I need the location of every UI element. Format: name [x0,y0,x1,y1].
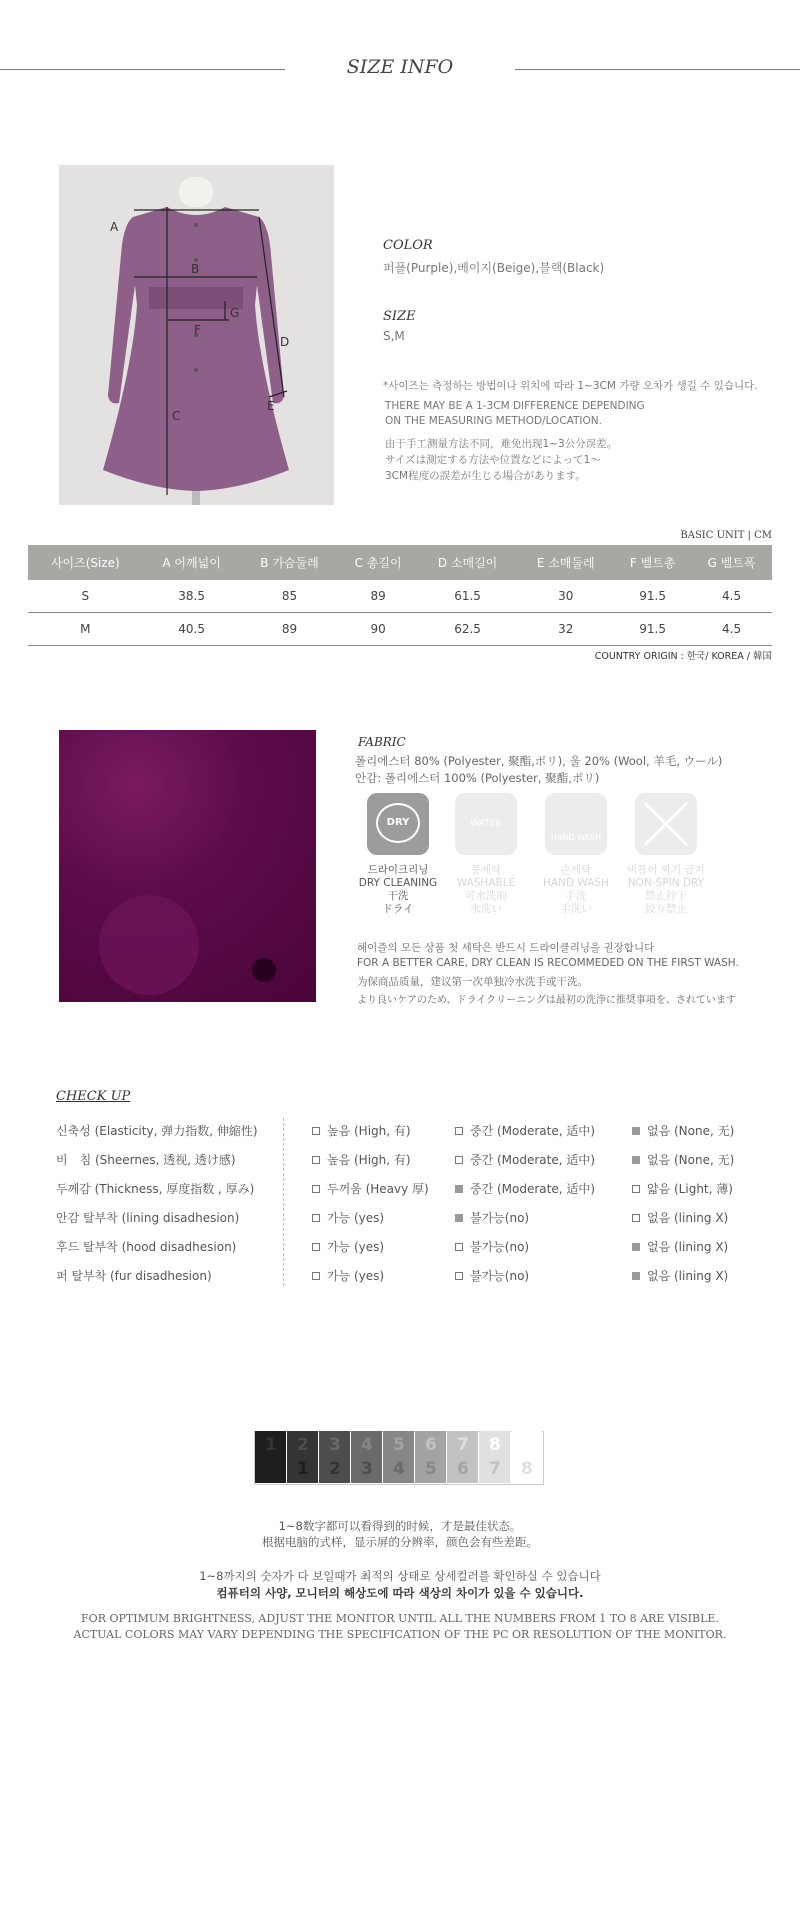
checkup-row-label: 퍼 탈부착 (fur disadhesion) [56,1269,212,1283]
checkup-option-label: 중간 (Moderate, 适中) [470,1153,596,1167]
gray-scale-swatch [287,1431,318,1483]
checkup-option [455,1151,595,1168]
care-label: WASHABLE [456,877,516,889]
size-heading: SIZE [383,309,416,324]
fabric-line-1: 폴리에스터 80% (Polyester, 聚酯,ポリ), 울 20% (Wool, 羊毛, ウール) [355,754,723,768]
dry-clean-icon-label: DRY [386,817,410,828]
color-heading: COLOR [383,238,433,253]
unchecked-box-icon [312,1185,320,1193]
table-cell: 32 [517,613,614,646]
measure-label-g: G [230,306,240,320]
gray-scale-number: 7 [489,1459,501,1479]
gray-scale-number: 5 [425,1459,437,1479]
unchecked-box-icon [312,1127,320,1135]
care-label: 水洗い [470,903,502,915]
care-label: 手洗 [565,890,587,902]
monitor-note-ko-1: 1~8까지의 숫자가 다 보일때가 최적의 상태로 상세컬러를 확인하실 수 있습니다 [199,1569,601,1583]
checkup-option-label: 중간 (Moderate, 适中) [470,1182,596,1196]
care-label: 비틀어 짜기 금지 [627,864,705,876]
size-table [28,545,772,646]
care-text-nospin [611,864,721,916]
table-cell: 4.5 [691,580,772,613]
gray-scale-swatch [479,1431,510,1483]
wash-note-en: FOR A BETTER CARE, DRY CLEAN IS RECOMMEDED ON THE FIRST WASH. [357,957,739,969]
unchecked-box-icon [312,1214,320,1222]
care-label: ドライ [382,903,414,915]
checkup-option [312,1122,411,1139]
checkup-option [455,1209,529,1226]
hand-wash-icon-label: HAND WASH [550,833,602,842]
product-photo [59,165,334,505]
gray-scale-number: 3 [361,1459,373,1479]
unit-label: BASIC UNIT | CM [680,530,772,541]
gray-scale-swatch [511,1431,542,1483]
checkup-option [632,1151,734,1168]
checkup-option-label: 가능 (yes) [327,1211,385,1225]
checkup-option-label: 높음 (High, 有) [327,1124,411,1138]
table-row [28,580,772,613]
table-header-row [28,545,772,580]
country-origin: COUNTRY ORIGIN : 한국/ KOREA / 韓国 [594,651,772,662]
hand-wash-icon [545,793,607,855]
table-header: E 소매둘레 [517,545,614,580]
gray-scale-number: 8 [489,1435,501,1455]
checkup-row-label: 신축성 (Elasticity, 弹力指数, 伸縮性) [56,1124,258,1138]
no-spin-icon [635,793,697,855]
unchecked-box-icon [312,1156,320,1164]
checkup-option-label: 불가능(no) [470,1211,530,1225]
table-cell: 89 [338,580,417,613]
gray-scale-swatch [351,1431,382,1483]
checkup-option-label: 없음 (lining X) [647,1269,729,1283]
checked-box-icon [632,1156,640,1164]
table-cell: 85 [241,580,339,613]
checkup-option [312,1209,384,1226]
table-cell: 89 [241,613,339,646]
page-title: SIZE INFO [346,56,454,78]
gray-scale-swatch [319,1431,350,1483]
gray-scale-number: 1 [297,1459,309,1479]
checkup-option-label: 가능 (yes) [327,1240,385,1254]
checkup-divider [283,1118,284,1286]
checkup-option [312,1151,411,1168]
gray-scale-number: 4 [393,1459,405,1479]
monitor-note-ko-2: 컴퓨터의 사양, 모니터의 해상도에 따라 색상의 차이가 있을 수 있습니다. [216,1586,584,1600]
checkup-row-label: 후드 탈부착 (hood disadhesion) [56,1240,237,1254]
checked-box-icon [455,1185,463,1193]
checkup-option-label: 가능 (yes) [327,1269,385,1283]
measure-label-e: E [267,399,275,413]
monitor-note-zh-1: 1~8数字都可以看得到的时候，才是最佳状态。 [278,1519,522,1533]
checkup-option [632,1122,734,1139]
size-value: S,M [383,329,405,343]
gray-scale-number: 3 [329,1435,341,1455]
checked-box-icon [632,1127,640,1135]
table-header: 사이즈(Size) [28,545,143,580]
checkup-option-label: 없음 (None, 无) [647,1124,735,1138]
table-cell: 90 [338,613,417,646]
checkup-option [455,1267,529,1284]
care-label: 물세탁 [470,864,502,876]
table-cell: 40.5 [143,613,241,646]
measure-label-b: B [191,262,200,276]
measure-label-a: A [110,220,119,234]
unchecked-box-icon [455,1243,463,1251]
unchecked-box-icon [312,1243,320,1251]
dry-clean-icon [367,793,429,855]
checkup-option [312,1267,384,1284]
gray-scale-swatch [447,1431,478,1483]
wash-note-ja: より良いケアのため、ドライクリーニングは最初の洗浄に推奨事項を、されています [357,995,736,1006]
checkup-option-label: 얇음 (Light, 薄) [647,1182,733,1196]
fabric-line-2: 안감: 폴리에스터 100% (Polyester, 聚酯,ポリ) [355,771,600,785]
table-header: D 소매길이 [418,545,518,580]
unchecked-box-icon [455,1156,463,1164]
table-header: G 벨트폭 [691,545,772,580]
table-cell: 4.5 [691,613,772,646]
measure-note-en-1: THERE MAY BE A 1-3CM DIFFERENCE DEPENDING [385,400,645,412]
care-label: HAND WASH [543,877,609,889]
measure-note-ja-2: 3CM程度の誤差が生じる場合があります。 [385,470,586,482]
monitor-note-zh-2: 根据电脑的式样，显示屏的分辨率，颜色会有些差距。 [262,1535,538,1549]
unchecked-box-icon [632,1214,640,1222]
checkup-option-label: 높음 (High, 有) [327,1153,411,1167]
gray-scale-number: 4 [361,1435,373,1455]
table-row [28,613,772,646]
checkup-option [455,1238,529,1255]
wash-note-ko: 헤이즐의 모든 상품 첫 세탁은 반드시 드라이클리닝을 권장합니다 [357,942,655,954]
checkup-option-label: 불가능(no) [470,1269,530,1283]
gray-scale-number: 2 [297,1435,309,1455]
checkup-row-label: 비 침 (Sheernes, 透视, 透け感) [56,1153,236,1167]
fabric-photo [59,730,316,1002]
gray-scale-number: 5 [393,1435,405,1455]
checkup-option-label: 두꺼움 (Heavy 厚) [327,1182,429,1196]
table-cell: 91.5 [614,580,691,613]
checkup-option [632,1238,728,1255]
gray-scale-number: 6 [425,1435,437,1455]
unchecked-box-icon [455,1127,463,1135]
wash-note-zh: 为保商品质量，建议第一次单独冷水洗手或干洗。 [357,976,588,988]
table-cell: S [28,580,143,613]
table-header: B 가슴둘레 [241,545,339,580]
checkup-option [455,1180,595,1197]
checkup-option [312,1238,384,1255]
water-wash-icon [455,793,517,855]
table-cell: 38.5 [143,580,241,613]
gray-scale-number: 2 [329,1459,341,1479]
water-wash-icon-label: WATER [470,819,502,829]
checkup-option-label: 없음 (lining X) [647,1240,729,1254]
care-label: NON-SPIN DRY [627,877,705,889]
measure-label-d: D [280,335,290,349]
checkup-option [632,1180,733,1197]
table-cell: M [28,613,143,646]
measure-note-ja-1: サイズは測定する方法や位置などによって1～ [385,454,601,466]
care-label: 絞り禁止 [645,903,687,915]
unchecked-box-icon [455,1272,463,1280]
measure-label-c: C [172,409,181,423]
color-value: 퍼플(Purple),베이지(Beige),블랙(Black) [383,261,605,275]
table-cell: 91.5 [614,613,691,646]
checkup-row-label: 두께감 (Thickness, 厚度指数 , 厚み) [56,1182,255,1196]
care-label: 干洗 [387,890,409,902]
measure-note-ko: *사이즈는 측정하는 방법이나 위치에 따라 1~3CM 가량 오차가 생길 수 있습니다. [383,380,758,392]
checked-box-icon [455,1214,463,1222]
monitor-note-en-2: ACTUAL COLORS MAY VARY DEPENDING THE SPECIFICATION OF THE PC OR RESOLUTION OF THE MONITOR. [73,1628,727,1641]
gray-scale-number: 7 [457,1435,469,1455]
care-label: 손세탁 [560,864,592,876]
checkup-option-label: 중간 (Moderate, 适中) [470,1124,596,1138]
gray-scale-swatch [255,1431,286,1483]
unchecked-box-icon [632,1185,640,1193]
gray-scale-number: 8 [521,1459,533,1479]
gray-scale-swatch [415,1431,446,1483]
care-label: DRY CLEANING [358,877,438,889]
checked-box-icon [632,1272,640,1280]
monitor-note-en-1: FOR OPTIMUM BRIGHTNESS, ADJUST THE MONITOR UNTIL ALL THE NUMBERS FROM 1 TO 8 ARE VISIBLE. [81,1612,719,1625]
table-cell: 30 [517,580,614,613]
unchecked-box-icon [312,1272,320,1280]
care-label: 手洗い [560,903,592,915]
gray-scale-swatch [383,1431,414,1483]
gray-scale-number: 1 [265,1435,277,1455]
table-header: F 벨트총 [614,545,691,580]
table-header: A 어깨넓이 [143,545,241,580]
checked-box-icon [632,1243,640,1251]
checkup-heading: CHECK UP [56,1089,131,1104]
table-cell: 62.5 [418,613,518,646]
fabric-heading: FABRIC [358,735,406,749]
checkup-option [312,1180,429,1197]
table-cell: 61.5 [418,580,518,613]
checkup-option-label: 없음 (lining X) [647,1211,729,1225]
checkup-option [632,1209,728,1226]
checkup-option [632,1267,728,1284]
fabric-button-shape [59,730,316,1002]
table-header: C 총길이 [338,545,417,580]
measure-note-en-2: ON THE MEASURING METHOD/LOCATION. [385,415,602,427]
care-label: 드라이크리닝 [367,864,429,876]
checkup-option [455,1122,595,1139]
care-label: 禁止拧干 [645,890,687,902]
checkup-row-label: 안감 탈부착 (lining disadhesion) [56,1211,240,1225]
measure-label-f: F [194,323,201,337]
checkup-option-label: 불가능(no) [470,1240,530,1254]
care-label: 可水洗的 [465,890,507,902]
checkup-option-label: 없음 (None, 无) [647,1153,735,1167]
gray-scale-number: 6 [457,1459,469,1479]
measure-note-zh: 由于手工测量方法不同，难免出现1~3公分误差。 [385,438,618,450]
